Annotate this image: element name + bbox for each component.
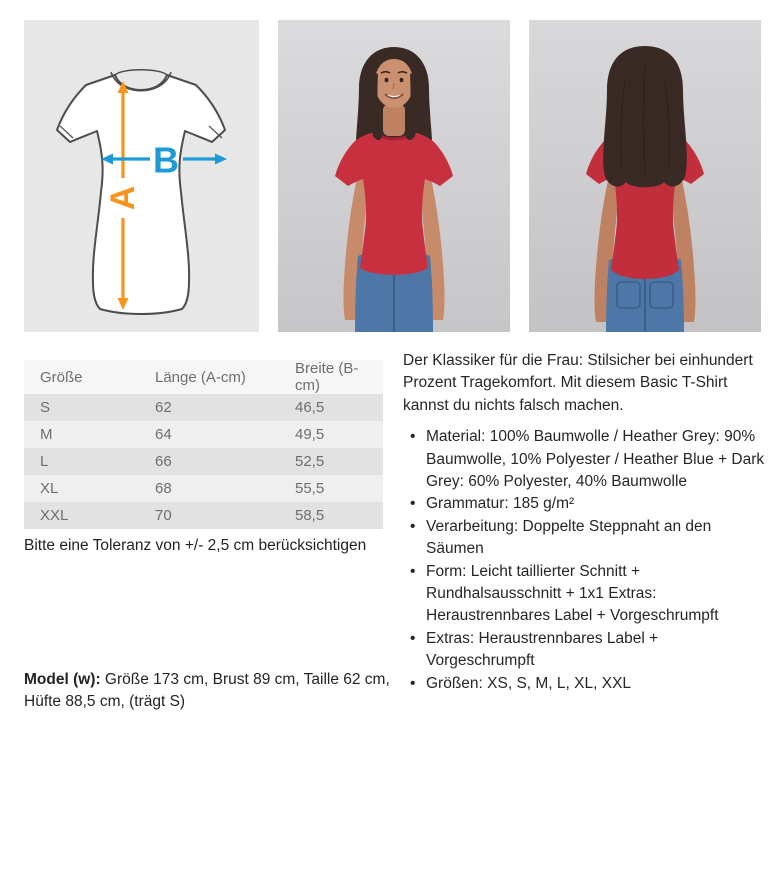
table-row <box>24 394 383 421</box>
size-table-header-row <box>24 360 383 394</box>
table-cell: M <box>40 426 53 443</box>
list-item: • Verarbeitung: Doppelte Steppnaht an den Säumen <box>403 516 770 561</box>
size-diagram <box>24 20 259 332</box>
list-item: • Grammatur: 185 g/m² <box>403 493 770 515</box>
size-table-header: Länge (A-cm) <box>155 368 246 386</box>
measure-label-a: A <box>104 185 142 211</box>
table-cell: 68 <box>155 480 172 497</box>
table-cell: 52,5 <box>295 453 325 470</box>
list-item: • Form: Leicht taillierter Schnitt + Rundhalsausschnitt + 1x1 Extras: Heraustrennbares Label + Vorgeschrumpft <box>403 561 770 628</box>
product-description-column <box>403 350 770 695</box>
table-cell: 70 <box>155 507 172 524</box>
table-cell: 64 <box>155 426 172 443</box>
list-item: • Extras: Heraustrennbares Label + Vorgeschrumpft <box>403 628 770 673</box>
table-row <box>24 448 383 475</box>
model-info <box>24 669 402 714</box>
size-table-header: Breite (B-cm) <box>295 360 359 394</box>
size-table-body <box>24 394 383 529</box>
product-intro: Der Klassiker für die Frau: Stilsicher bei einhundert Prozent Tragekomfort. Mit diesem Basic T-Shirt kannst du nichts falsch machen. <box>403 352 753 414</box>
table-cell: S <box>40 399 51 416</box>
size-info-column <box>24 360 383 555</box>
table-cell: XL <box>40 480 59 497</box>
list-item: • Material: 100% Baumwolle / Heather Grey: 90% Baumwolle, 10% Polyester / Heather Blue + Dark Grey: 60% Polyester, 40% Baumwolle <box>403 426 770 493</box>
product-images-row <box>24 20 761 332</box>
model-info-text: Größe 173 cm, Brust 89 cm, Taille 62 cm, Hüfte 88,5 cm, (trägt S) <box>24 671 390 711</box>
table-cell: XXL <box>40 507 69 524</box>
model-info-label: Model (w): <box>24 671 101 688</box>
size-diagram-panel <box>24 20 259 332</box>
model-front-figure <box>278 20 510 332</box>
size-table <box>24 360 383 529</box>
product-photo-front <box>278 20 510 332</box>
size-table-head <box>24 360 383 394</box>
table-cell: 66 <box>155 453 172 470</box>
table-cell: 62 <box>155 399 172 416</box>
list-item: • Größen: XS, S, M, L, XL, XXL <box>403 673 770 695</box>
table-cell: 49,5 <box>295 426 325 443</box>
table-row <box>24 475 383 502</box>
measure-label-b: B <box>153 139 179 181</box>
product-bullet-list <box>403 426 770 695</box>
table-cell: L <box>40 453 49 470</box>
table-row <box>24 502 383 529</box>
product-photo-back <box>529 20 761 332</box>
neck <box>383 104 405 136</box>
tolerance-note: Bitte eine Toleranz von +/- 2,5 cm berücksichtigen <box>24 537 367 554</box>
table-row <box>24 421 383 448</box>
table-cell: 46,5 <box>295 399 325 416</box>
table-cell: 58,5 <box>295 507 325 524</box>
table-cell: 55,5 <box>295 480 325 497</box>
model-back-figure <box>529 20 761 332</box>
size-table-header: Größe <box>40 368 83 386</box>
